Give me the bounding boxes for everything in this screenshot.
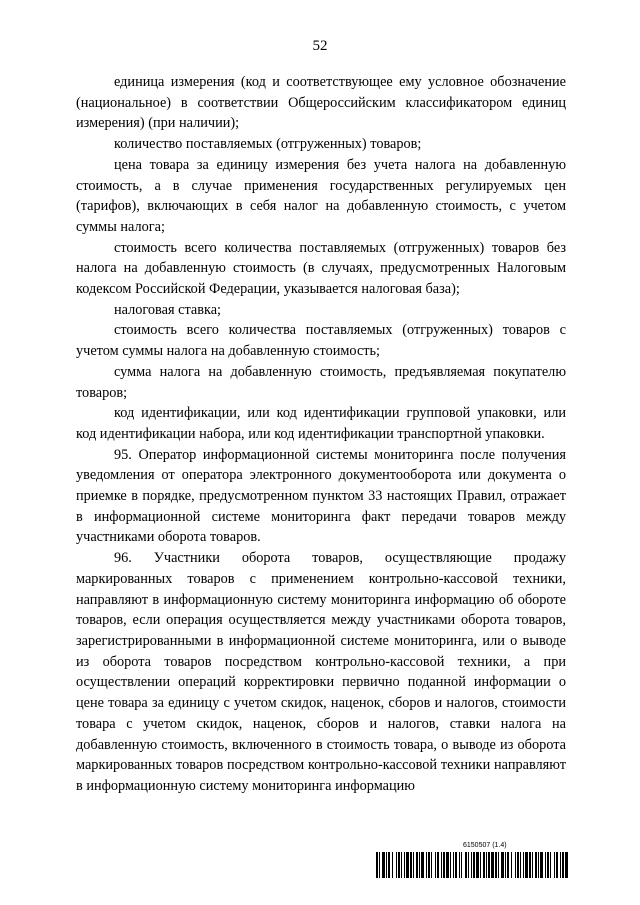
- paragraph: налоговая ставка;: [114, 301, 222, 318]
- page-number: 52: [312, 38, 328, 54]
- paragraph: сумма налога на добавленную стоимость, предъявляемая покупателю товаров;: [76, 363, 566, 401]
- body-text: [76, 72, 566, 797]
- paragraph: 95. Оператор информационной системы мониторинга после получения уведомления от оператора электронного документооборота или документа о приемке в порядке, предусмотренном пунктом 33 настоящих Правил, отражает в информационной системе мониторинга факт передачи товаров между участниками оборота товаров.: [76, 446, 566, 546]
- paragraph: стоимость всего количества поставляемых (отгруженных) товаров без налога на добавленную стоимость (в случаях, предусмотренных Налоговым кодексом Российской Федерации, указывается налоговая база);: [76, 239, 566, 298]
- paragraph: цена товара за единицу измерения без учета налога на добавленную стоимость, а в случае применения государственных регулируемых цен (тарифов), включающих в себя налог на добавленную стоимость, с учетом суммы налога;: [76, 156, 566, 235]
- paragraph: 96. Участники оборота товаров, осуществляющие продажу маркированных товаров с применением контрольно-кассовой техники, направляют в информационную систему мониторинга информацию об обороте товаров, если операция осуществляется между участниками оборота товаров, зарегистрированными в информационной системе мониторинга, или о выводе из оборота товаров посредством контрольно-кассовой техники, а при осуществлении операций корректировки первично поданной информации о цене товара за единицу с учетом скидок, наценок, сборов и налогов, стоимости товара с учетом скидок, наценок, сборов и налогов, ставки налога на добавленную стоимость, включенного в стоимость товара, о выводе из оборота маркированных товаров посредством контрольно-кассовой техники направляют в информационную систему мониторинга информацию: [76, 550, 566, 794]
- paragraph: единица измерения (код и соответствующее ему условное обозначение (национальное) в соответствии Общероссийским классификатором единиц измерения) (при наличии);: [76, 74, 566, 132]
- barcode-bar: [568, 852, 569, 878]
- paragraph: код идентификации, или код идентификации групповой упаковки, или код идентификации набора, или код идентификации транспортной упаковки.: [76, 405, 566, 442]
- document-code: 6150507 (1.4): [463, 842, 507, 849]
- paragraph: количество поставляемых (отгруженных) товаров;: [114, 136, 422, 153]
- paragraph: стоимость всего количества поставляемых (отгруженных) товаров с учетом суммы налога на добавленную стоимость;: [76, 322, 566, 360]
- barcode: [376, 852, 569, 878]
